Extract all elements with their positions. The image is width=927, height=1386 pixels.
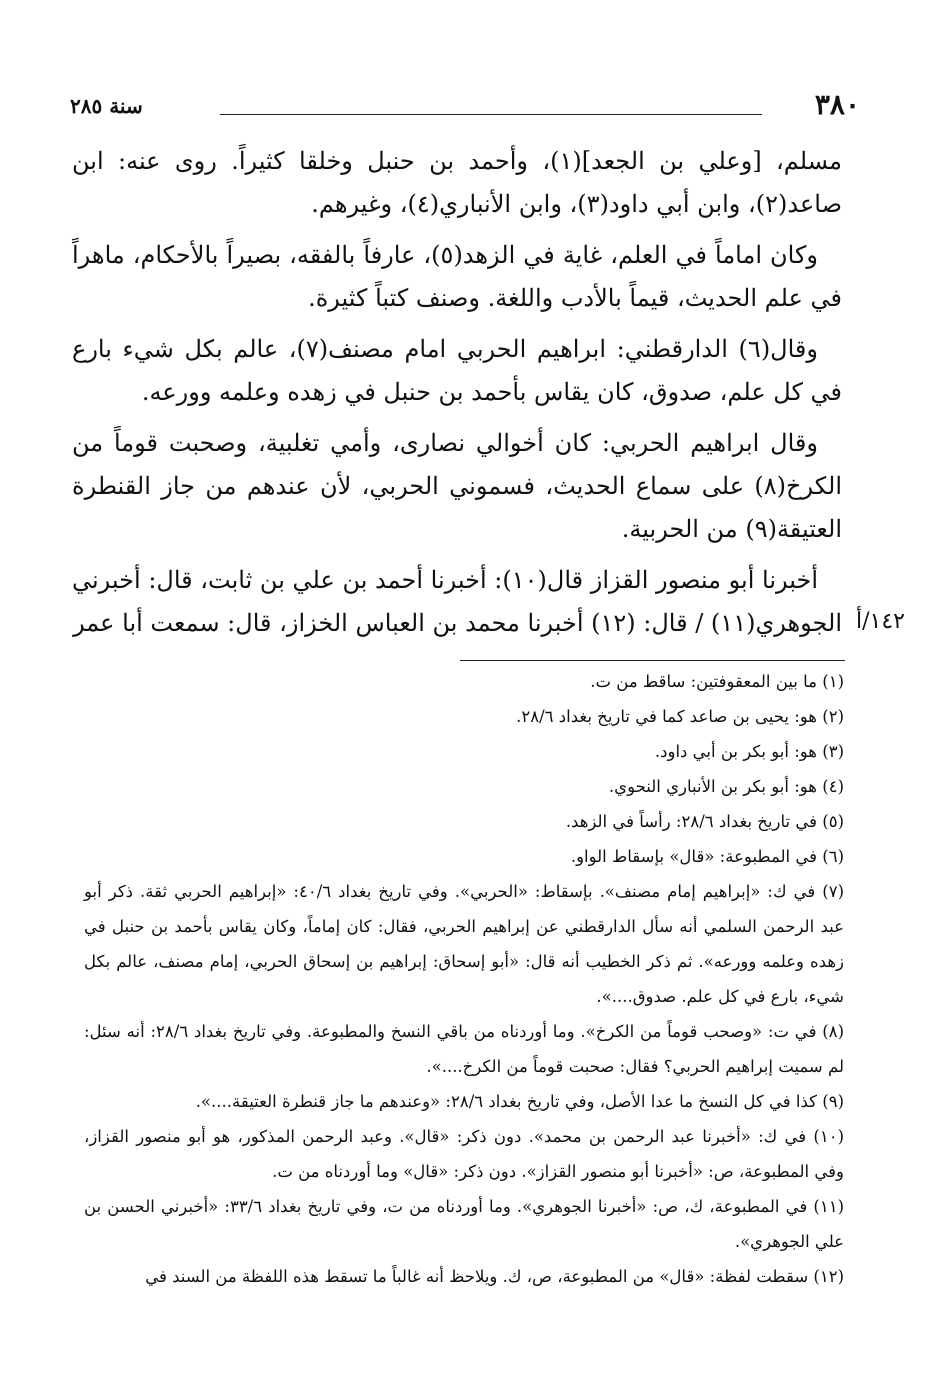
footnote-rule — [460, 660, 845, 661]
footnote: (٣) هو: أبو بكر بن أبي داود. — [654, 742, 844, 761]
footnotes — [84, 664, 844, 1294]
page-header — [70, 88, 860, 128]
paragraph: أخبرنا أبو منصور القزاز قال(١٠): أخبرنا أحمد بن علي بن ثابت، قال: أخبرني الجوهري(١١) / قال: (١٢) أخبرنا محمد بن العباس الخزاز، قال: سمعت أبا عمر — [72, 566, 842, 637]
footnote: (٧) في ك: «إبراهيم إمام مصنف». بإسقاط: «الحربي». وفي تاريخ بغداد ٤٠/٦: «إبراهيم الحربي ثقة. ذكر أبو عبد الرحمن السلمي أنه سأل الدارقطني عن إبراهيم الحربي، فقال: كان إماماً، وكان يقاس بأحمد بن حنبل في زهده وعلمه وورعه». ثم ذكر الخطيب أنه قال: «أبو إسحاق: إبراهيم بن إسحاق الحربي، إمام مصنف، عالم بكل شيء، بارع في كل علم. صدوق....». — [84, 882, 844, 1006]
paragraph: وقال ابراهيم الحربي: كان أخوالي نصارى، وأمي تغلبية، وصحبت قوماً من الكرخ(٨) على سماع الحديث، فسموني الحربي، لأن عندهم من جاز القنطرة العتيقة(٩) من الحربية. — [72, 429, 842, 543]
footnote: (٤) هو: أبو بكر بن الأنباري النحوي. — [608, 777, 844, 796]
paragraph: مسلم، [وعلي بن الجعد](١)، وأحمد بن حنبل وخلقا كثيراً. روى عنه: ابن صاعد(٢)، وابن أبي داود(٣)، وابن الأنباري(٤)، وغيرهم. — [72, 147, 842, 218]
header-rule — [220, 114, 762, 115]
footnote: (١١) في المطبوعة، ك، ص: «أخبرنا الجوهري». وما أوردناه من ت، وفي تاريخ بغداد ٣٣/٦: «أخبرني الحسن بن علي الجوهري». — [84, 1197, 844, 1251]
paragraph: وكان اماماً في العلم، غاية في الزهد(٥)، عارفاً بالفقه، بصيراً بالأحكام، ماهراً في علم الحديث، قيماً بالأدب واللغة. وصنف كتباً كثيرة. — [72, 241, 842, 312]
footnote: (١) ما بين المعقوفتين: ساقط من ت. — [590, 672, 844, 691]
footnote: (٦) في المطبوعة: «قال» بإسقاط الواو. — [570, 847, 844, 866]
footnote: (٩) كذا في كل النسخ ما عدا الأصل، وفي تاريخ بغداد ٢٨/٦: «وعندهم ما جاز قنطرة العتيقة....». — [195, 1092, 844, 1111]
footnote: (٨) في ت: «وصحب قوماً من الكرخ». وما أوردناه من باقي النسخ والمطبوعة. وفي تاريخ بغداد ٢٨/٦: أنه سئل: لم سميت إبراهيم الحربي؟ فقال: صحبت قوماً من الكرخ....». — [84, 1022, 844, 1076]
manuscript-folio-marker: ١٤٢/أ — [856, 609, 905, 634]
footnote: (١٠) في ك: «أخبرنا عبد الرحمن بن محمد». دون ذكر: «قال». وعبد الرحمن المذكور، هو أبو منصور القزاز، وفي المطبوعة، ص: «أخبرنا أبو منصور القزاز». دون ذكر: «قال» وما أوردناه من ت. — [84, 1127, 844, 1181]
footnote: (٥) في تاريخ بغداد ٢٨/٦: رأساً في الزهد. — [565, 812, 844, 831]
footnote: (٢) هو: يحيى بن صاعد كما في تاريخ بغداد ٢٨/٦. — [516, 707, 844, 726]
footnote: (١٢) سقطت لفظة: «قال» من المطبوعة، ص، ك. ويلاحظ أنه غالباً ما تسقط هذه اللفظة من السند في — [145, 1267, 844, 1286]
running-head-year: سنة ٢٨٥ — [70, 94, 143, 118]
paragraph: وقال(٦) الدارقطني: ابراهيم الحربي امام مصنف(٧)، عالم بكل شيء بارع في كل علم، صدوق، كان يقاس بأحمد بن حنبل في زهده وعلمه وورعه. — [72, 335, 842, 406]
main-text — [72, 140, 842, 653]
page-number: ٣٨٠ — [814, 88, 860, 121]
